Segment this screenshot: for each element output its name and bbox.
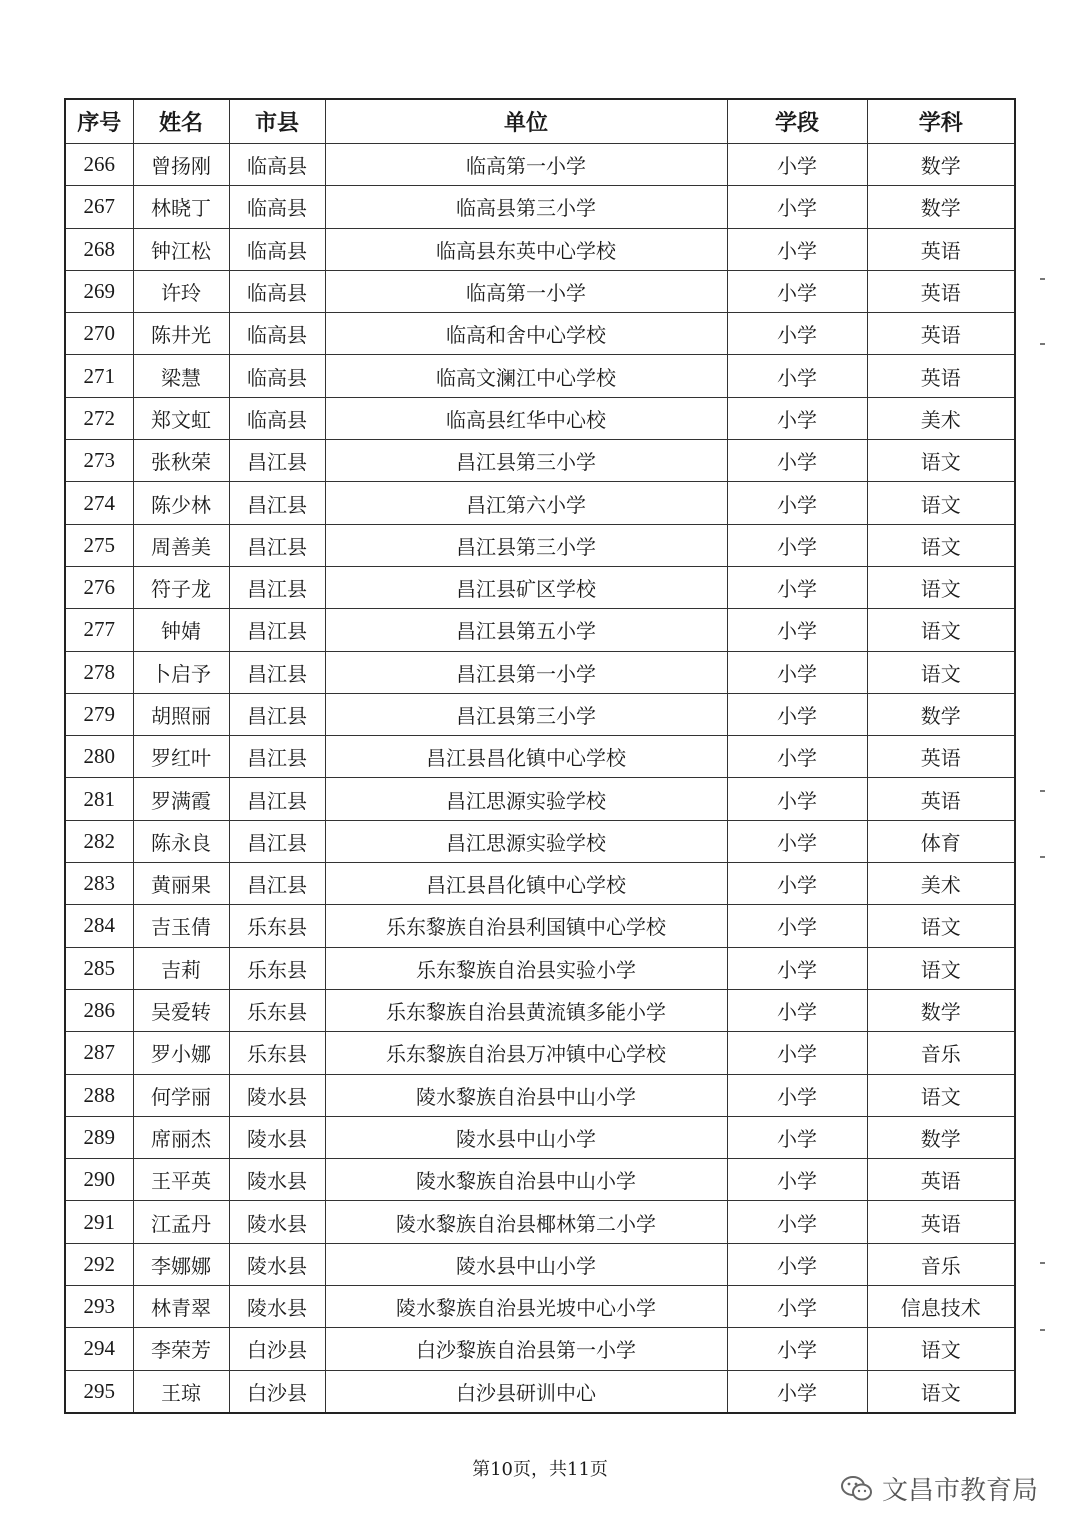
header-name: 姓名 xyxy=(133,99,229,144)
cell-name: 张秋荣 xyxy=(133,440,229,482)
cell-school-level: 小学 xyxy=(727,397,867,439)
table-row xyxy=(65,778,1015,820)
header-city-county: 市县 xyxy=(229,99,325,144)
cell-serial-number: 267 xyxy=(65,186,133,228)
cell-school-level: 小学 xyxy=(727,863,867,905)
cell-serial-number: 278 xyxy=(65,651,133,693)
cell-serial-number: 284 xyxy=(65,905,133,947)
table-row xyxy=(65,144,1015,186)
cell-subject: 信息技术 xyxy=(867,1286,1015,1328)
cell-work-unit: 白沙黎族自治县第一小学 xyxy=(325,1328,727,1370)
cell-school-level: 小学 xyxy=(727,313,867,355)
cell-city-county: 临高县 xyxy=(229,186,325,228)
table-row xyxy=(65,1328,1015,1370)
cell-serial-number: 276 xyxy=(65,566,133,608)
cell-school-level: 小学 xyxy=(727,440,867,482)
scan-margin-mark xyxy=(1040,1329,1045,1331)
cell-serial-number: 279 xyxy=(65,693,133,735)
cell-subject: 英语 xyxy=(867,736,1015,778)
header-work-unit: 单位 xyxy=(325,99,727,144)
cell-city-county: 乐东县 xyxy=(229,989,325,1031)
header-serial-number: 序号 xyxy=(65,99,133,144)
cell-work-unit: 临高第一小学 xyxy=(325,270,727,312)
header-school-level: 学段 xyxy=(727,99,867,144)
cell-work-unit: 陵水黎族自治县椰林第二小学 xyxy=(325,1201,727,1243)
table-row xyxy=(65,989,1015,1031)
cell-name: 罗满霞 xyxy=(133,778,229,820)
cell-serial-number: 290 xyxy=(65,1159,133,1201)
cell-name: 林晓丁 xyxy=(133,186,229,228)
table-row xyxy=(65,397,1015,439)
table-row xyxy=(65,609,1015,651)
table-row xyxy=(65,186,1015,228)
cell-city-county: 临高县 xyxy=(229,397,325,439)
cell-serial-number: 292 xyxy=(65,1243,133,1285)
cell-work-unit: 乐东黎族自治县黄流镇多能小学 xyxy=(325,989,727,1031)
cell-school-level: 小学 xyxy=(727,186,867,228)
cell-serial-number: 287 xyxy=(65,1032,133,1074)
cell-name: 林青翠 xyxy=(133,1286,229,1328)
cell-school-level: 小学 xyxy=(727,651,867,693)
cell-work-unit: 临高和舍中心学校 xyxy=(325,313,727,355)
cell-school-level: 小学 xyxy=(727,778,867,820)
cell-subject: 英语 xyxy=(867,228,1015,270)
cell-school-level: 小学 xyxy=(727,905,867,947)
cell-work-unit: 昌江县第三小学 xyxy=(325,524,727,566)
cell-work-unit: 乐东黎族自治县实验小学 xyxy=(325,947,727,989)
cell-name: 王琼 xyxy=(133,1370,229,1413)
cell-subject: 英语 xyxy=(867,355,1015,397)
cell-work-unit: 昌江县昌化镇中心学校 xyxy=(325,736,727,778)
table-row xyxy=(65,228,1015,270)
table-row xyxy=(65,820,1015,862)
scan-margin-mark xyxy=(1040,343,1045,345)
cell-school-level: 小学 xyxy=(727,355,867,397)
cell-serial-number: 280 xyxy=(65,736,133,778)
scan-margin-mark xyxy=(1040,790,1045,792)
table-row xyxy=(65,1032,1015,1074)
cell-name: 陈井光 xyxy=(133,313,229,355)
cell-city-county: 乐东县 xyxy=(229,905,325,947)
cell-serial-number: 272 xyxy=(65,397,133,439)
account-watermark xyxy=(840,1470,1038,1507)
cell-subject: 语文 xyxy=(867,524,1015,566)
cell-school-level: 小学 xyxy=(727,270,867,312)
cell-city-county: 临高县 xyxy=(229,355,325,397)
cell-work-unit: 临高县第三小学 xyxy=(325,186,727,228)
cell-name: 周善美 xyxy=(133,524,229,566)
cell-serial-number: 288 xyxy=(65,1074,133,1116)
cell-work-unit: 昌江县第五小学 xyxy=(325,609,727,651)
cell-city-county: 白沙县 xyxy=(229,1370,325,1413)
cell-city-county: 临高县 xyxy=(229,228,325,270)
cell-name: 吉莉 xyxy=(133,947,229,989)
cell-school-level: 小学 xyxy=(727,1328,867,1370)
cell-subject: 语文 xyxy=(867,947,1015,989)
cell-subject: 英语 xyxy=(867,778,1015,820)
cell-work-unit: 昌江县第一小学 xyxy=(325,651,727,693)
cell-subject: 英语 xyxy=(867,313,1015,355)
cell-name: 王平英 xyxy=(133,1159,229,1201)
cell-work-unit: 昌江县第三小学 xyxy=(325,693,727,735)
cell-serial-number: 271 xyxy=(65,355,133,397)
roster-sheet xyxy=(64,98,1014,1414)
table-row xyxy=(65,905,1015,947)
cell-city-county: 昌江县 xyxy=(229,440,325,482)
scan-margin-mark xyxy=(1040,278,1045,280)
cell-serial-number: 286 xyxy=(65,989,133,1031)
cell-work-unit: 陵水黎族自治县中山小学 xyxy=(325,1074,727,1116)
table-row xyxy=(65,651,1015,693)
cell-subject: 语文 xyxy=(867,440,1015,482)
cell-school-level: 小学 xyxy=(727,1116,867,1158)
cell-name: 江孟丹 xyxy=(133,1201,229,1243)
teacher-roster-table xyxy=(64,98,1016,1414)
cell-city-county: 昌江县 xyxy=(229,820,325,862)
table-row xyxy=(65,736,1015,778)
cell-work-unit: 临高第一小学 xyxy=(325,144,727,186)
cell-serial-number: 273 xyxy=(65,440,133,482)
cell-name: 许玲 xyxy=(133,270,229,312)
cell-city-county: 昌江县 xyxy=(229,524,325,566)
cell-subject: 音乐 xyxy=(867,1243,1015,1285)
cell-subject: 语文 xyxy=(867,609,1015,651)
table-row xyxy=(65,1159,1015,1201)
cell-city-county: 昌江县 xyxy=(229,693,325,735)
cell-subject: 语文 xyxy=(867,651,1015,693)
cell-subject: 语文 xyxy=(867,1074,1015,1116)
cell-subject: 体育 xyxy=(867,820,1015,862)
cell-serial-number: 282 xyxy=(65,820,133,862)
cell-serial-number: 294 xyxy=(65,1328,133,1370)
table-row xyxy=(65,270,1015,312)
cell-work-unit: 陵水黎族自治县中山小学 xyxy=(325,1159,727,1201)
cell-work-unit: 白沙县研训中心 xyxy=(325,1370,727,1413)
cell-subject: 美术 xyxy=(867,863,1015,905)
cell-city-county: 陵水县 xyxy=(229,1286,325,1328)
cell-work-unit: 陵水县中山小学 xyxy=(325,1116,727,1158)
cell-subject: 语文 xyxy=(867,482,1015,524)
cell-name: 钟江松 xyxy=(133,228,229,270)
cell-serial-number: 281 xyxy=(65,778,133,820)
cell-city-county: 昌江县 xyxy=(229,651,325,693)
cell-school-level: 小学 xyxy=(727,609,867,651)
scan-margin-mark xyxy=(1040,856,1045,858)
cell-school-level: 小学 xyxy=(727,1370,867,1413)
cell-school-level: 小学 xyxy=(727,144,867,186)
cell-school-level: 小学 xyxy=(727,1243,867,1285)
cell-work-unit: 临高县东英中心学校 xyxy=(325,228,727,270)
cell-subject: 数学 xyxy=(867,1116,1015,1158)
table-row xyxy=(65,863,1015,905)
cell-work-unit: 临高文澜江中心学校 xyxy=(325,355,727,397)
cell-work-unit: 乐东黎族自治县万冲镇中心学校 xyxy=(325,1032,727,1074)
cell-name: 李荣芳 xyxy=(133,1328,229,1370)
cell-city-county: 临高县 xyxy=(229,313,325,355)
cell-name: 符子龙 xyxy=(133,566,229,608)
cell-serial-number: 283 xyxy=(65,863,133,905)
cell-city-county: 陵水县 xyxy=(229,1201,325,1243)
cell-name: 郑文虹 xyxy=(133,397,229,439)
cell-serial-number: 277 xyxy=(65,609,133,651)
cell-school-level: 小学 xyxy=(727,482,867,524)
cell-city-county: 陵水县 xyxy=(229,1243,325,1285)
cell-work-unit: 临高县红华中心校 xyxy=(325,397,727,439)
cell-city-county: 乐东县 xyxy=(229,947,325,989)
table-row xyxy=(65,524,1015,566)
cell-serial-number: 293 xyxy=(65,1286,133,1328)
cell-subject: 数学 xyxy=(867,693,1015,735)
cell-name: 胡照丽 xyxy=(133,693,229,735)
cell-city-county: 临高县 xyxy=(229,270,325,312)
page-number-footer: 第10页，共11页 xyxy=(472,1459,608,1480)
cell-school-level: 小学 xyxy=(727,1032,867,1074)
cell-serial-number: 269 xyxy=(65,270,133,312)
cell-subject: 数学 xyxy=(867,186,1015,228)
cell-work-unit: 昌江县矿区学校 xyxy=(325,566,727,608)
cell-city-county: 陵水县 xyxy=(229,1116,325,1158)
cell-name: 罗小娜 xyxy=(133,1032,229,1074)
table-row xyxy=(65,355,1015,397)
table-row xyxy=(65,1243,1015,1285)
cell-city-county: 乐东县 xyxy=(229,1032,325,1074)
cell-serial-number: 291 xyxy=(65,1201,133,1243)
cell-name: 卜启予 xyxy=(133,651,229,693)
table-row xyxy=(65,566,1015,608)
cell-subject: 数学 xyxy=(867,989,1015,1031)
watermark-text: 文昌市教育局 xyxy=(882,1476,1039,1506)
table-header-row xyxy=(65,99,1015,144)
cell-serial-number: 274 xyxy=(65,482,133,524)
cell-city-county: 昌江县 xyxy=(229,778,325,820)
cell-city-county: 昌江县 xyxy=(229,609,325,651)
cell-serial-number: 275 xyxy=(65,524,133,566)
cell-name: 黄丽果 xyxy=(133,863,229,905)
cell-city-county: 陵水县 xyxy=(229,1074,325,1116)
cell-serial-number: 289 xyxy=(65,1116,133,1158)
cell-subject: 数学 xyxy=(867,144,1015,186)
cell-city-county: 昌江县 xyxy=(229,566,325,608)
cell-serial-number: 285 xyxy=(65,947,133,989)
cell-subject: 音乐 xyxy=(867,1032,1015,1074)
cell-school-level: 小学 xyxy=(727,1201,867,1243)
cell-name: 梁慧 xyxy=(133,355,229,397)
cell-city-county: 昌江县 xyxy=(229,863,325,905)
cell-work-unit: 昌江思源实验学校 xyxy=(325,820,727,862)
table-row xyxy=(65,482,1015,524)
table-row xyxy=(65,1370,1015,1413)
cell-work-unit: 乐东黎族自治县利国镇中心学校 xyxy=(325,905,727,947)
cell-name: 席丽杰 xyxy=(133,1116,229,1158)
cell-city-county: 临高县 xyxy=(229,144,325,186)
cell-name: 陈永良 xyxy=(133,820,229,862)
cell-subject: 美术 xyxy=(867,397,1015,439)
cell-school-level: 小学 xyxy=(727,736,867,778)
cell-work-unit: 陵水黎族自治县光坡中心小学 xyxy=(325,1286,727,1328)
cell-subject: 英语 xyxy=(867,1159,1015,1201)
cell-serial-number: 295 xyxy=(65,1370,133,1413)
cell-subject: 语文 xyxy=(867,1328,1015,1370)
cell-school-level: 小学 xyxy=(727,693,867,735)
cell-name: 何学丽 xyxy=(133,1074,229,1116)
cell-school-level: 小学 xyxy=(727,1286,867,1328)
cell-name: 李娜娜 xyxy=(133,1243,229,1285)
table-body xyxy=(65,144,1015,1413)
cell-name: 钟婧 xyxy=(133,609,229,651)
cell-work-unit: 昌江县昌化镇中心学校 xyxy=(325,863,727,905)
cell-school-level: 小学 xyxy=(727,1159,867,1201)
cell-name: 罗红叶 xyxy=(133,736,229,778)
table-row xyxy=(65,947,1015,989)
table-row xyxy=(65,1116,1015,1158)
cell-subject: 英语 xyxy=(867,270,1015,312)
cell-school-level: 小学 xyxy=(727,820,867,862)
cell-name: 曾扬刚 xyxy=(133,144,229,186)
table-row xyxy=(65,313,1015,355)
cell-city-county: 昌江县 xyxy=(229,482,325,524)
table-row xyxy=(65,693,1015,735)
cell-city-county: 白沙县 xyxy=(229,1328,325,1370)
cell-subject: 语文 xyxy=(867,1370,1015,1413)
cell-subject: 语文 xyxy=(867,905,1015,947)
header-subject: 学科 xyxy=(867,99,1015,144)
cell-school-level: 小学 xyxy=(727,1074,867,1116)
cell-subject: 语文 xyxy=(867,566,1015,608)
cell-name: 陈少林 xyxy=(133,482,229,524)
cell-city-county: 昌江县 xyxy=(229,736,325,778)
cell-subject: 英语 xyxy=(867,1201,1015,1243)
cell-serial-number: 270 xyxy=(65,313,133,355)
table-row xyxy=(65,440,1015,482)
cell-work-unit: 昌江思源实验学校 xyxy=(325,778,727,820)
table-row xyxy=(65,1074,1015,1116)
table-row xyxy=(65,1201,1015,1243)
wechat-icon xyxy=(840,1475,874,1503)
cell-school-level: 小学 xyxy=(727,989,867,1031)
cell-serial-number: 268 xyxy=(65,228,133,270)
cell-school-level: 小学 xyxy=(727,228,867,270)
cell-work-unit: 陵水县中山小学 xyxy=(325,1243,727,1285)
table-row xyxy=(65,1286,1015,1328)
cell-school-level: 小学 xyxy=(727,566,867,608)
cell-school-level: 小学 xyxy=(727,947,867,989)
cell-work-unit: 昌江县第三小学 xyxy=(325,440,727,482)
cell-work-unit: 昌江第六小学 xyxy=(325,482,727,524)
cell-name: 吴爱转 xyxy=(133,989,229,1031)
cell-name: 吉玉倩 xyxy=(133,905,229,947)
cell-serial-number: 266 xyxy=(65,144,133,186)
cell-school-level: 小学 xyxy=(727,524,867,566)
cell-city-county: 陵水县 xyxy=(229,1159,325,1201)
scan-margin-mark xyxy=(1040,1262,1045,1264)
